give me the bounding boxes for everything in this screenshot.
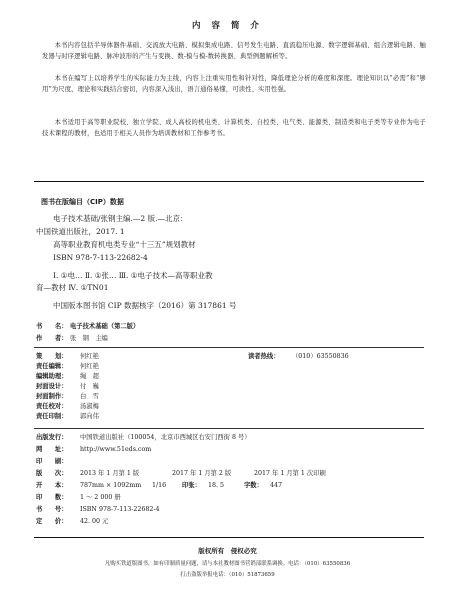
- sheets-label: 印张：: [182, 482, 201, 489]
- book-title-value: 电子技术基础（第二版）: [70, 323, 140, 330]
- publisher-value: 中国铁道出版社（100054，北京市西城区右安门西街 8 号）: [80, 434, 251, 441]
- section-divider: [34, 181, 424, 182]
- cover-design-label: 封面设计：: [36, 383, 68, 390]
- copies-value: 1 ～ 2 000 册: [80, 494, 121, 501]
- hotline-label: 读者热线：: [248, 353, 280, 360]
- editor-row: [36, 362, 99, 371]
- website-label: 网 址：: [36, 446, 68, 453]
- page-title: 内 容 简 介: [192, 21, 263, 31]
- edition-label: 版 次：: [36, 470, 68, 477]
- intro-paragraph-2: 本书在编写上以培养学生的实际能力为主线，内容上注重实用性和针对性，降低理论分析的难度和深度。理论知识以“必需”和“够用”为尺度，理论和实践结合密切，内容深入浅出，语言通俗易懂，可读性、实用性强。: [42, 75, 426, 93]
- printer-row: [36, 457, 80, 466]
- author-value: 张 钢 主编: [70, 335, 108, 342]
- cip-line-2: 中国铁道出版社，2017. 1: [36, 227, 125, 236]
- words-label: 字数：: [244, 482, 263, 489]
- quality-notice: 凡购买铁道版图书，如有印制质量问题，请与本社教材图书营销部联系调换。电话：（010）63550836: [104, 561, 351, 567]
- publisher-row: [36, 433, 251, 442]
- proof-row: [36, 402, 99, 411]
- cover-make-value: 白 雪: [80, 393, 99, 400]
- assistant-label: 编辑助理：: [36, 373, 68, 380]
- planner-value: 何红艳: [80, 353, 99, 360]
- hotline-row: [248, 352, 349, 361]
- copies-label: 印 数：: [36, 494, 68, 501]
- edition-printing: 2017 年 1 月第 1 次印刷: [254, 470, 326, 477]
- divider-staff: [34, 347, 424, 348]
- cip-line-3: 高等职业教育机电类专业“十三五”规划教材: [53, 240, 196, 249]
- author-row: [36, 334, 108, 343]
- assistant-value: 绳 超: [80, 373, 99, 380]
- book-title-label: 书 名：: [36, 323, 68, 330]
- price-value: 42. 00 元: [80, 518, 109, 525]
- isbn-value: ISBN 978-7-113-22682-4: [80, 506, 160, 513]
- website-value: http://www.51eds.com: [80, 446, 152, 453]
- cover-make-label: 封面制作：: [36, 393, 68, 400]
- website-row: [36, 445, 151, 454]
- author-label: 作 者：: [36, 335, 68, 342]
- isbn-row: [36, 505, 160, 514]
- print-supervisor-label: 责任印制：: [36, 413, 68, 420]
- format-value: 787mm × 1092mm: [80, 482, 142, 489]
- printer-label: 印 刷：: [36, 458, 68, 465]
- intro-paragraph-3: 本书适用于高等职业院校、独立学院、成人高校的机电类、计算机类、自控类、电气类、能源类、制造类和电子类等专业作为电子技术课程的教材，也适用于相关人员作为培训教材和工作参考书。: [42, 119, 426, 137]
- print-supervisor-value: 郭向伟: [80, 413, 99, 420]
- divider-publication: [34, 428, 424, 429]
- cover-make-row: [36, 392, 99, 401]
- cip-line-1: 电子技术基础/张钢主编.—2 版.—北京：: [53, 214, 188, 223]
- divider-footer: [34, 537, 424, 538]
- publisher-label: 出版发行：: [36, 434, 68, 441]
- planner-row: [36, 352, 99, 361]
- editor-value: 何红艳: [80, 363, 99, 370]
- edition-row: [36, 469, 326, 478]
- intro-paragraph-1: 本书内容包括半导体器件基础、交流放大电路、模拟集成电路、信号发生电路、直流稳压电源、数字逻辑基础、组合逻辑电路、触发器与时序逻辑电路、脉冲波形的产生与变换、数-模与模-数转换器、典型例题解析等。: [42, 42, 426, 60]
- price-row: [36, 517, 108, 526]
- cover-design-value: 付 巍: [80, 383, 99, 390]
- cip-line-7: 中国版本图书馆 CIP 数据核字（2016）第 317861 号: [53, 301, 237, 310]
- hotline-value: （010）63550836: [292, 353, 349, 360]
- sheets-value: 18. 5: [208, 482, 225, 489]
- cip-heading: 图书在版编目（CIP）数据: [41, 198, 124, 206]
- edition-second: 2017 年 1 月第 2 版: [172, 470, 232, 477]
- format-label: 开 本：: [36, 482, 68, 489]
- assistant-row: [36, 372, 99, 381]
- format-row: [36, 481, 282, 490]
- edition-first: 2013 年 1 月第 1 版: [80, 470, 140, 477]
- cover-design-row: [36, 382, 99, 391]
- editor-label: 责任编辑：: [36, 363, 68, 370]
- cip-line-6: 育—教材 Ⅳ. ①TN01: [36, 283, 109, 292]
- proof-label: 责任校对：: [36, 403, 68, 410]
- cip-line-5: Ⅰ. ①电… Ⅱ. ①张… Ⅲ. ①电子技术—高等职业教: [53, 271, 213, 280]
- cip-line-4: ISBN 978-7-113-22682-4: [53, 253, 148, 262]
- isbn-label: 书 号：: [36, 506, 68, 513]
- price-label: 定 价：: [36, 518, 68, 525]
- proof-value: 汤淑梅: [80, 403, 99, 410]
- format-fold: 1/16: [152, 482, 167, 489]
- print-supervisor-row: [36, 412, 99, 421]
- rights-notice: 版权所有 侵权必究: [198, 547, 257, 555]
- words-value: 447: [270, 482, 283, 489]
- copies-row: [36, 493, 121, 502]
- planner-label: 策 划：: [36, 353, 68, 360]
- book-title-row: [36, 322, 139, 331]
- antipiracy-notice: 打击盗版举报电话：（010）51873659: [180, 572, 275, 578]
